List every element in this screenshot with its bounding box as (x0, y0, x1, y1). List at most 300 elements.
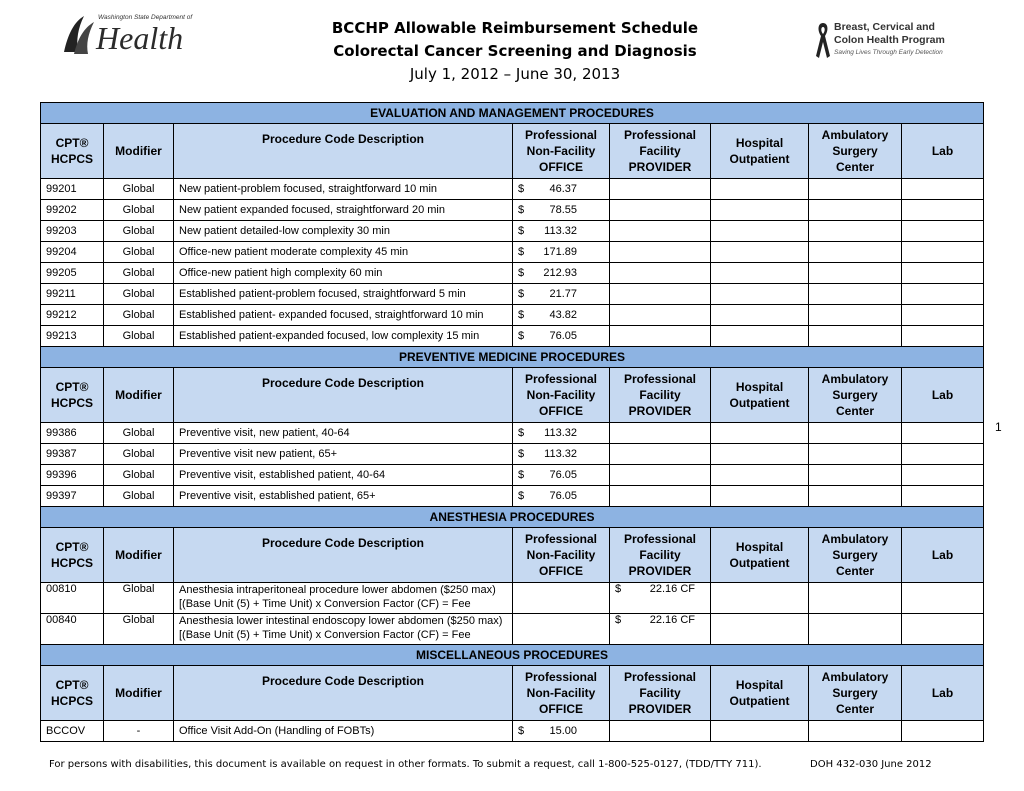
currency-symbol: $ (518, 183, 525, 195)
modifier: Global (104, 486, 174, 507)
facility-fee-empty (610, 179, 711, 200)
facility-fee (610, 614, 711, 645)
ambulatory-surgery-fee-empty (809, 486, 902, 507)
col-professional-facility-text: Facility (639, 144, 681, 158)
doh-logo-wordmark: Health (96, 20, 184, 56)
table-row (41, 242, 984, 263)
facility-fee-empty (610, 423, 711, 444)
col-professional-facility-text: Professional (623, 128, 697, 142)
office-fee-wrap (518, 725, 604, 737)
lab-fee-empty (902, 444, 984, 465)
section-title: EVALUATION AND MANAGEMENT PROCEDURES (41, 103, 984, 124)
col-cpt-hcpcs-text: HCPCS (50, 396, 93, 410)
col-hospital-outpatient-text: Hospital (735, 678, 784, 692)
office-fee-value: 113.32 (544, 448, 577, 460)
col-professional-facility-text: Professional (623, 532, 697, 546)
facility-fee-empty (610, 200, 711, 221)
office-fee-value: 76.05 (549, 490, 577, 502)
col-professional-non-facility-text: OFFICE (539, 702, 583, 716)
office-fee (513, 486, 610, 507)
facility-fee-empty (610, 305, 711, 326)
office-fee-wrap (518, 267, 604, 279)
currency-symbol: $ (518, 330, 525, 342)
procedure-description: Preventive visit, new patient, 40-64 (174, 423, 513, 444)
office-fee (513, 444, 610, 465)
office-fee (513, 305, 610, 326)
currency-symbol: $ (518, 448, 525, 460)
modifier: Global (104, 465, 174, 486)
col-professional-non-facility-text: Non-Facility (526, 388, 596, 402)
col-lab-text: Lab (931, 388, 954, 402)
ambulatory-surgery-fee-empty (809, 263, 902, 284)
col-ambulatory-surgery-center (809, 124, 902, 179)
col-lab-text: Lab (931, 144, 954, 158)
col-modifier-text: Modifier (115, 548, 162, 562)
col-modifier-text: Modifier (115, 388, 162, 402)
col-professional-facility-text: PROVIDER (628, 564, 692, 578)
lab-fee-empty (902, 614, 984, 645)
col-cpt-hcpcs-text: CPT® (55, 380, 89, 394)
office-fee (513, 284, 610, 305)
col-lab (902, 124, 984, 179)
col-description-text: Procedure Code Description (261, 674, 425, 688)
modifier: Global (104, 614, 174, 645)
col-ambulatory-surgery-center (809, 666, 902, 721)
col-ambulatory-surgery-center-text: Center (835, 404, 874, 418)
office-fee (513, 423, 610, 444)
modifier: Global (104, 284, 174, 305)
col-cpt-hcpcs-text: CPT® (55, 540, 89, 554)
ambulatory-surgery-fee-empty (809, 242, 902, 263)
col-professional-facility-text: PROVIDER (628, 404, 692, 418)
col-ambulatory-surgery-center-text: Ambulatory (821, 670, 889, 684)
ambulatory-surgery-fee-empty (809, 305, 902, 326)
facility-fee (610, 583, 711, 614)
col-cpt-hcpcs-text: CPT® (55, 678, 89, 692)
facility-fee-empty (610, 326, 711, 347)
lab-fee-empty (902, 179, 984, 200)
procedure-description: New patient-problem focused, straightforward 10 min (174, 179, 513, 200)
col-ambulatory-surgery-center-text: Center (835, 564, 874, 578)
table-row (41, 200, 984, 221)
col-professional-facility-text: Professional (623, 372, 697, 386)
modifier: Global (104, 326, 174, 347)
col-professional-non-facility-text: Professional (524, 532, 598, 546)
section-header (41, 507, 984, 528)
lab-fee-empty (902, 583, 984, 614)
col-modifier (104, 666, 174, 721)
column-header-row (41, 124, 984, 179)
col-lab (902, 528, 984, 583)
doh-logo (60, 8, 193, 60)
col-professional-facility (610, 124, 711, 179)
table-row (41, 221, 984, 242)
cpt-code: 99205 (41, 263, 104, 284)
col-professional-facility-text: Facility (639, 686, 681, 700)
col-professional-non-facility-text: Non-Facility (526, 548, 596, 562)
cpt-code: 99387 (41, 444, 104, 465)
currency-symbol: $ (518, 225, 525, 237)
procedure-description: Established patient-expanded focused, low complexity 15 min (174, 326, 513, 347)
awareness-ribbon-icon (814, 20, 832, 60)
col-ambulatory-surgery-center (809, 528, 902, 583)
office-fee-value: 113.32 (544, 225, 577, 237)
ambulatory-surgery-fee-empty (809, 721, 902, 742)
ambulatory-surgery-fee-empty (809, 614, 902, 645)
lab-fee-empty (902, 486, 984, 507)
col-cpt-hcpcs-text: CPT® (55, 136, 89, 150)
col-ambulatory-surgery-center-text: Surgery (832, 388, 878, 402)
bcchp-logo-line2: Colon Health Program (834, 34, 945, 46)
modifier: Global (104, 444, 174, 465)
lab-fee-empty (902, 242, 984, 263)
currency-symbol: $ (518, 469, 525, 481)
office-fee-value: 46.37 (549, 183, 577, 195)
procedure-description: New patient detailed-low complexity 30 min (174, 221, 513, 242)
modifier: Global (104, 305, 174, 326)
ambulatory-surgery-fee-empty (809, 326, 902, 347)
hospital-outpatient-fee-empty (711, 221, 809, 242)
office-fee-value: 21.77 (549, 288, 577, 300)
facility-fee-empty (610, 444, 711, 465)
col-professional-non-facility (513, 368, 610, 423)
col-professional-non-facility-text: OFFICE (539, 404, 583, 418)
col-ambulatory-surgery-center-text: Surgery (832, 144, 878, 158)
col-hospital-outpatient (711, 124, 809, 179)
procedure-description: Office-new patient moderate complexity 45 min (174, 242, 513, 263)
section-title: ANESTHESIA PROCEDURES (41, 507, 984, 528)
cpt-code: 99201 (41, 179, 104, 200)
office-fee (513, 221, 610, 242)
col-hospital-outpatient (711, 528, 809, 583)
office-fee-value: 113.32 (544, 427, 577, 439)
office-fee-empty (513, 614, 610, 645)
cpt-code: 99396 (41, 465, 104, 486)
col-professional-non-facility (513, 528, 610, 583)
office-fee-wrap (518, 427, 604, 439)
table-row (41, 486, 984, 507)
office-fee-value: 76.05 (549, 469, 577, 481)
office-fee-wrap (518, 225, 604, 237)
col-hospital-outpatient-text: Outpatient (729, 556, 790, 570)
procedure-description: New patient expanded focused, straightforward 20 min (174, 200, 513, 221)
procedure-description (174, 614, 513, 645)
bcchp-logo-line1: Breast, Cervical and (834, 21, 935, 33)
col-description (174, 528, 513, 583)
col-professional-non-facility-text: OFFICE (539, 564, 583, 578)
ambulatory-surgery-fee-empty (809, 465, 902, 486)
office-fee (513, 721, 610, 742)
table-row (41, 284, 984, 305)
hospital-outpatient-fee-empty (711, 305, 809, 326)
document-date-range: July 1, 2012 – June 30, 2013 (409, 65, 621, 83)
col-hospital-outpatient (711, 368, 809, 423)
col-professional-non-facility (513, 124, 610, 179)
facility-fee-wrap (615, 614, 705, 626)
currency-symbol: $ (615, 614, 622, 626)
office-fee-empty (513, 583, 610, 614)
cpt-code: 99211 (41, 284, 104, 305)
col-lab-text: Lab (931, 686, 954, 700)
col-ambulatory-surgery-center (809, 368, 902, 423)
facility-fee-value: 22.16 CF (649, 583, 695, 595)
col-cpt-hcpcs (41, 666, 104, 721)
document-id: DOH 432-030 June 2012 (810, 759, 932, 770)
hospital-outpatient-fee-empty (711, 721, 809, 742)
col-professional-facility-text: Professional (623, 670, 697, 684)
modifier: Global (104, 221, 174, 242)
hospital-outpatient-fee-empty (711, 179, 809, 200)
col-description (174, 368, 513, 423)
col-hospital-outpatient (711, 666, 809, 721)
lab-fee-empty (902, 263, 984, 284)
col-description-text: Procedure Code Description (261, 376, 425, 390)
reimbursement-schedule-table (40, 102, 984, 742)
hospital-outpatient-fee-empty (711, 423, 809, 444)
hospital-outpatient-fee-empty (711, 465, 809, 486)
table-row (41, 444, 984, 465)
office-fee (513, 326, 610, 347)
document-title: BCCHP Allowable Reimbursement Schedule (331, 19, 699, 37)
col-professional-facility-text: PROVIDER (628, 160, 692, 174)
procedure-description: Office Visit Add-On (Handling of FOBTs) (174, 721, 513, 742)
column-header-row (41, 368, 984, 423)
table-row (41, 305, 984, 326)
lab-fee-empty (902, 326, 984, 347)
cpt-code: 99397 (41, 486, 104, 507)
col-ambulatory-surgery-center-text: Ambulatory (821, 532, 889, 546)
procedure-description: Preventive visit new patient, 65+ (174, 444, 513, 465)
ambulatory-surgery-fee-empty (809, 179, 902, 200)
col-professional-non-facility-text: Professional (524, 128, 598, 142)
office-fee-value: 171.89 (543, 246, 577, 258)
cpt-code: 99202 (41, 200, 104, 221)
column-header-row (41, 528, 984, 583)
hospital-outpatient-fee-empty (711, 242, 809, 263)
office-fee-value: 76.05 (549, 330, 577, 342)
col-description (174, 124, 513, 179)
modifier: Global (104, 263, 174, 284)
section-title: PREVENTIVE MEDICINE PROCEDURES (41, 347, 984, 368)
col-hospital-outpatient-text: Outpatient (729, 152, 790, 166)
hospital-outpatient-fee-empty (711, 444, 809, 465)
office-fee (513, 242, 610, 263)
facility-fee-empty (610, 465, 711, 486)
office-fee (513, 179, 610, 200)
col-professional-facility (610, 368, 711, 423)
office-fee-value: 43.82 (549, 309, 577, 321)
office-fee-wrap (518, 183, 604, 195)
ambulatory-surgery-fee-empty (809, 221, 902, 242)
lab-fee-empty (902, 200, 984, 221)
col-lab-text: Lab (931, 548, 954, 562)
section-header (41, 645, 984, 666)
col-hospital-outpatient-text: Hospital (735, 136, 784, 150)
cpt-code: 99212 (41, 305, 104, 326)
bcchp-logo-tagline: Saving Lives Through Early Detection (834, 49, 943, 56)
facility-fee-value: 22.16 CF (649, 614, 695, 626)
col-ambulatory-surgery-center-text: Center (835, 702, 874, 716)
col-lab (902, 368, 984, 423)
col-cpt-hcpcs-text: HCPCS (50, 694, 93, 708)
hospital-outpatient-fee-empty (711, 583, 809, 614)
procedure-description (174, 583, 513, 614)
col-professional-non-facility-text: OFFICE (539, 160, 583, 174)
lab-fee-empty (902, 305, 984, 326)
hospital-outpatient-fee-empty (711, 263, 809, 284)
currency-symbol: $ (518, 246, 525, 258)
section-title: MISCELLANEOUS PROCEDURES (41, 645, 984, 666)
office-fee-wrap (518, 204, 604, 216)
col-cpt-hcpcs-text: HCPCS (50, 152, 93, 166)
col-professional-facility-text: Facility (639, 548, 681, 562)
facility-fee-empty (610, 242, 711, 263)
hospital-outpatient-fee-empty (711, 614, 809, 645)
col-description-text: Procedure Code Description (261, 132, 425, 146)
office-fee-wrap (518, 490, 604, 502)
col-ambulatory-surgery-center-text: Ambulatory (821, 372, 889, 386)
currency-symbol: $ (615, 583, 622, 595)
facility-fee-wrap (615, 583, 705, 595)
office-fee-value: 78.55 (549, 204, 577, 216)
col-professional-facility (610, 666, 711, 721)
ambulatory-surgery-fee-empty (809, 284, 902, 305)
section-header (41, 103, 984, 124)
col-modifier (104, 528, 174, 583)
col-hospital-outpatient-text: Outpatient (729, 694, 790, 708)
ambulatory-surgery-fee-empty (809, 423, 902, 444)
ambulatory-surgery-fee-empty (809, 200, 902, 221)
col-description (174, 666, 513, 721)
col-modifier-text: Modifier (115, 144, 162, 158)
office-fee-value: 15.00 (549, 725, 577, 737)
modifier: Global (104, 179, 174, 200)
facility-fee-empty (610, 221, 711, 242)
cpt-code: 00840 (41, 614, 104, 645)
col-ambulatory-surgery-center-text: Surgery (832, 686, 878, 700)
col-professional-non-facility-text: Non-Facility (526, 686, 596, 700)
office-fee (513, 200, 610, 221)
col-hospital-outpatient-text: Hospital (735, 540, 784, 554)
hospital-outpatient-fee-empty (711, 284, 809, 305)
doh-logo-icon (60, 14, 96, 56)
office-fee-wrap (518, 309, 604, 321)
currency-symbol: $ (518, 725, 525, 737)
col-cpt-hcpcs (41, 368, 104, 423)
column-header-row (41, 666, 984, 721)
hospital-outpatient-fee-empty (711, 326, 809, 347)
procedure-description-text: Anesthesia intraperitoneal procedure lower abdomen ($250 max) (179, 584, 496, 596)
table-row (41, 263, 984, 284)
facility-fee-empty (610, 486, 711, 507)
office-fee-wrap (518, 469, 604, 481)
procedure-description: Established patient-problem focused, straightforward 5 min (174, 284, 513, 305)
facility-fee-empty (610, 284, 711, 305)
modifier: Global (104, 200, 174, 221)
cpt-code: 99204 (41, 242, 104, 263)
table-row (41, 721, 984, 742)
lab-fee-empty (902, 465, 984, 486)
col-professional-facility-text: PROVIDER (628, 702, 692, 716)
col-professional-non-facility-text: Non-Facility (526, 144, 596, 158)
section-header (41, 347, 984, 368)
col-professional-non-facility-text: Professional (524, 670, 598, 684)
cpt-code: 00810 (41, 583, 104, 614)
lab-fee-empty (902, 284, 984, 305)
procedure-description: Preventive visit, established patient, 65+ (174, 486, 513, 507)
col-cpt-hcpcs (41, 528, 104, 583)
col-professional-non-facility-text: Professional (524, 372, 598, 386)
office-fee (513, 263, 610, 284)
col-cpt-hcpcs (41, 124, 104, 179)
office-fee (513, 465, 610, 486)
lab-fee-empty (902, 221, 984, 242)
procedure-description-text: Anesthesia lower intestinal endoscopy lower abdomen ($250 max) (179, 615, 503, 627)
procedure-description: Established patient- expanded focused, straightforward 10 min (174, 305, 513, 326)
currency-symbol: $ (518, 288, 525, 300)
lab-fee-empty (902, 721, 984, 742)
col-lab (902, 666, 984, 721)
office-fee-wrap (518, 448, 604, 460)
col-hospital-outpatient-text: Outpatient (729, 396, 790, 410)
procedure-description-text: [(Base Unit (5) + Time Unit) x Conversion Factor (CF) = Fee (179, 629, 471, 641)
office-fee-value: 212.93 (543, 267, 577, 279)
currency-symbol: $ (518, 309, 525, 321)
col-ambulatory-surgery-center-text: Surgery (832, 548, 878, 562)
office-fee-wrap (518, 330, 604, 342)
col-professional-facility-text: Facility (639, 388, 681, 402)
doh-logo-small-text: Washington State Department of (98, 14, 193, 21)
ambulatory-surgery-fee-empty (809, 583, 902, 614)
procedure-description: Office-new patient high complexity 60 min (174, 263, 513, 284)
currency-symbol: $ (518, 267, 525, 279)
document-subtitle: Colorectal Cancer Screening and Diagnosis (333, 42, 697, 60)
bcchp-logo (814, 20, 964, 62)
col-modifier-text: Modifier (115, 686, 162, 700)
col-cpt-hcpcs-text: HCPCS (50, 556, 93, 570)
table-row (41, 465, 984, 486)
currency-symbol: $ (518, 490, 525, 502)
table-row (41, 326, 984, 347)
office-fee-wrap (518, 288, 604, 300)
ambulatory-surgery-fee-empty (809, 444, 902, 465)
procedure-description-text: [(Base Unit (5) + Time Unit) x Conversion Factor (CF) = Fee (179, 598, 471, 610)
hospital-outpatient-fee-empty (711, 200, 809, 221)
table-row (41, 614, 984, 645)
col-ambulatory-surgery-center-text: Center (835, 160, 874, 174)
col-hospital-outpatient-text: Hospital (735, 380, 784, 394)
col-description-text: Procedure Code Description (261, 536, 425, 550)
facility-fee-empty (610, 263, 711, 284)
table-row (41, 583, 984, 614)
cpt-code: BCCOV (41, 721, 104, 742)
col-modifier (104, 124, 174, 179)
currency-symbol: $ (518, 204, 525, 216)
lab-fee-empty (902, 423, 984, 444)
table-row (41, 179, 984, 200)
modifier: Global (104, 423, 174, 444)
cpt-code: 99213 (41, 326, 104, 347)
cpt-code: 99203 (41, 221, 104, 242)
modifier: - (104, 721, 174, 742)
facility-fee-empty (610, 721, 711, 742)
currency-symbol: $ (518, 427, 525, 439)
accessibility-notice: For persons with disabilities, this document is available on request in other formats. To submit a request, call 1-800-525-0127, (TDD/TTY 711). (49, 759, 762, 770)
col-professional-facility (610, 528, 711, 583)
page-number: 1 (995, 420, 1002, 434)
office-fee-wrap (518, 246, 604, 258)
modifier: Global (104, 242, 174, 263)
